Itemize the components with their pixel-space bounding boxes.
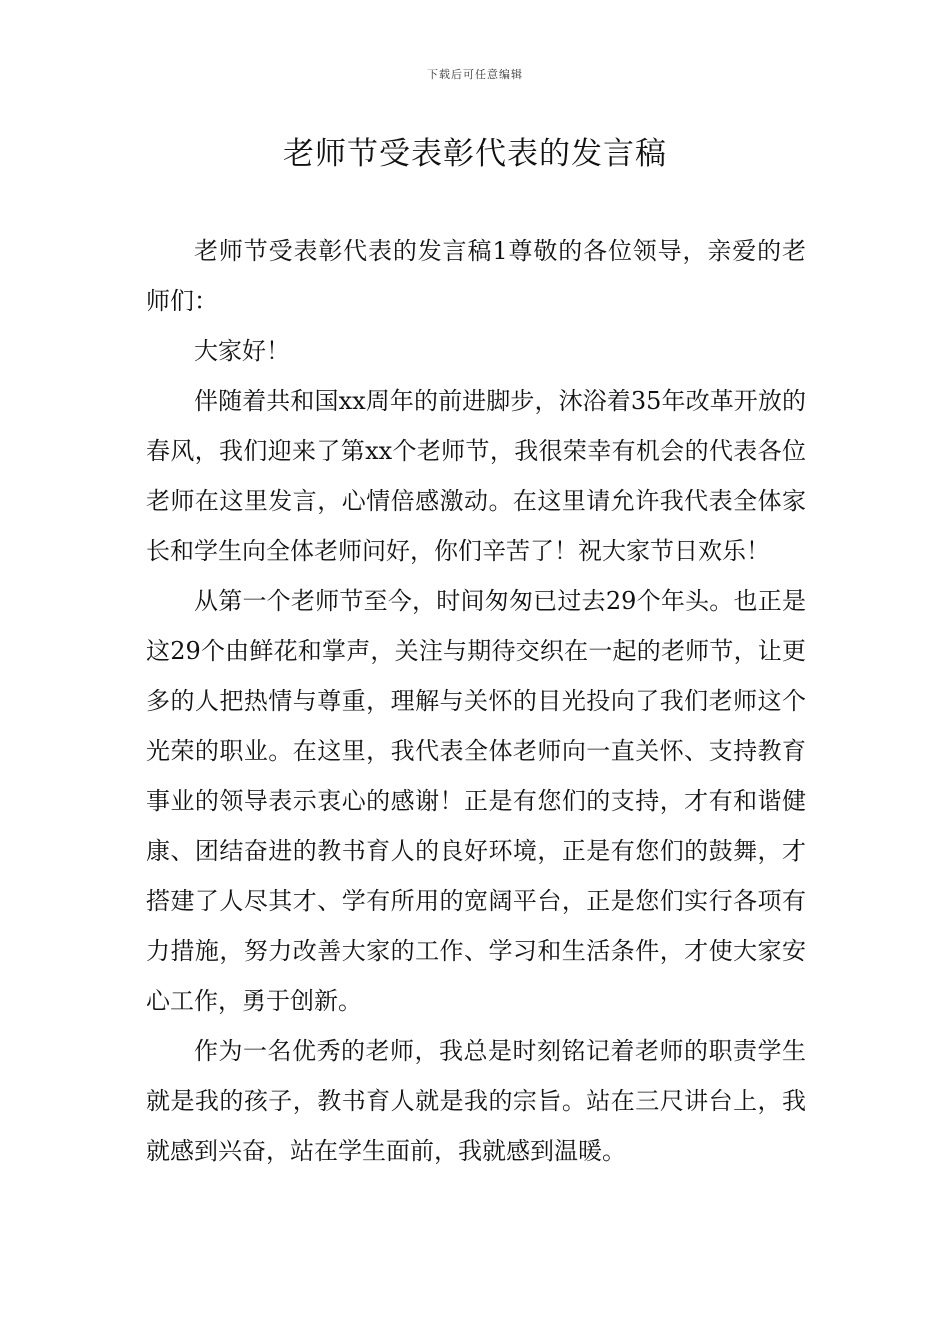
paragraph: 老师节受表彰代表的发言稿1尊敬的各位领导，亲爱的老师们： (146, 237, 806, 315)
paragraph: 从第一个老师节至今，时间匆匆已过去29个年头。也正是这29个由鲜花和掌声，关注与期待交织在一起的老师节，让更多的人把热情与尊重，理解与关怀的目光投向了我们老师这个光荣的职业。在这里，我代表全体老师向一直关怀、支持教育事业的领导表示衷心的感谢！正是有您们的支持，才有和谐健康、团结奋进的教书育人的良好环境，正是有您们的鼓舞，才搭建了人尽其才、学有所用的宽阔平台，正是您们实行各项有力措施，努力改善大家的工作、学习和生活条件，才使大家安心工作，勇于创新。 (146, 587, 806, 1015)
document-body (146, 226, 806, 1176)
document-title: 老师节受表彰代表的发言稿 (283, 136, 667, 172)
paragraph: 伴随着共和国xx周年的前进脚步，沐浴着35年改革开放的春风，我们迎来了第xx个老师节，我很荣幸有机会的代表各位老师在这里发言，心情倍感激动。在这里请允许我代表全体家长和学生向全体老师问好，你们辛苦了！祝大家节日欢乐！ (146, 387, 806, 565)
paragraph: 作为一名优秀的老师，我总是时刻铭记着老师的职责学生就是我的孩子，教书育人就是我的宗旨。站在三尺讲台上，我就感到兴奋，站在学生面前，我就感到温暖。 (146, 1037, 806, 1165)
paragraph: 大家好！ (194, 337, 290, 365)
header-note: 下载后可任意编辑 (427, 68, 523, 81)
